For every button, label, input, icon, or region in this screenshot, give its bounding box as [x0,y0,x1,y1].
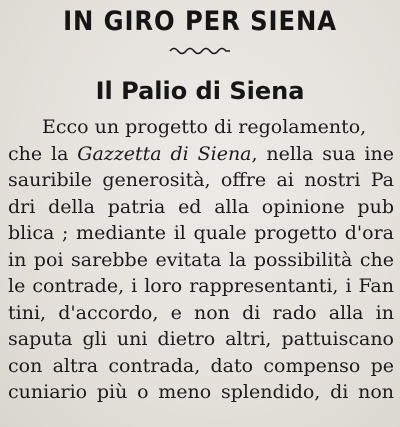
body-line-11: cuniario più o meno splendido, di non [8,381,394,403]
body-line-8: tini, d'accordo, e non di rado alla in [8,301,394,324]
body-line-10: con altra contrada, dato compenso pe [8,354,394,377]
body-line-3: sauribile generosità, offre ai nostri Pa [8,169,394,191]
body-line-1: Ecco un progetto di regolamento, [42,116,367,138]
section-header: IN GIRO PER SIENA [63,6,337,37]
body-line-6: in poi sarebbe evitata la possibilità che [8,248,394,271]
body-line-9: saputa gli uni dietro altri, pattuiscano [8,328,394,350]
decorative-wave-divider [168,46,232,56]
article-title: Il Palio di Siena [95,77,305,105]
article-body [8,114,400,406]
body-line-7: le contrade, i loro rappresentanti, i Fan [8,275,394,297]
body-line-4: dri della patria ed alla opinione pub [8,195,394,218]
body-line-5: blica ; mediante il quale progetto d'ora [8,222,394,244]
body-line-2: che la Gazzetta di Siena, nella sua ine [8,142,394,165]
newspaper-name: Gazzetta di Siena [77,142,252,165]
